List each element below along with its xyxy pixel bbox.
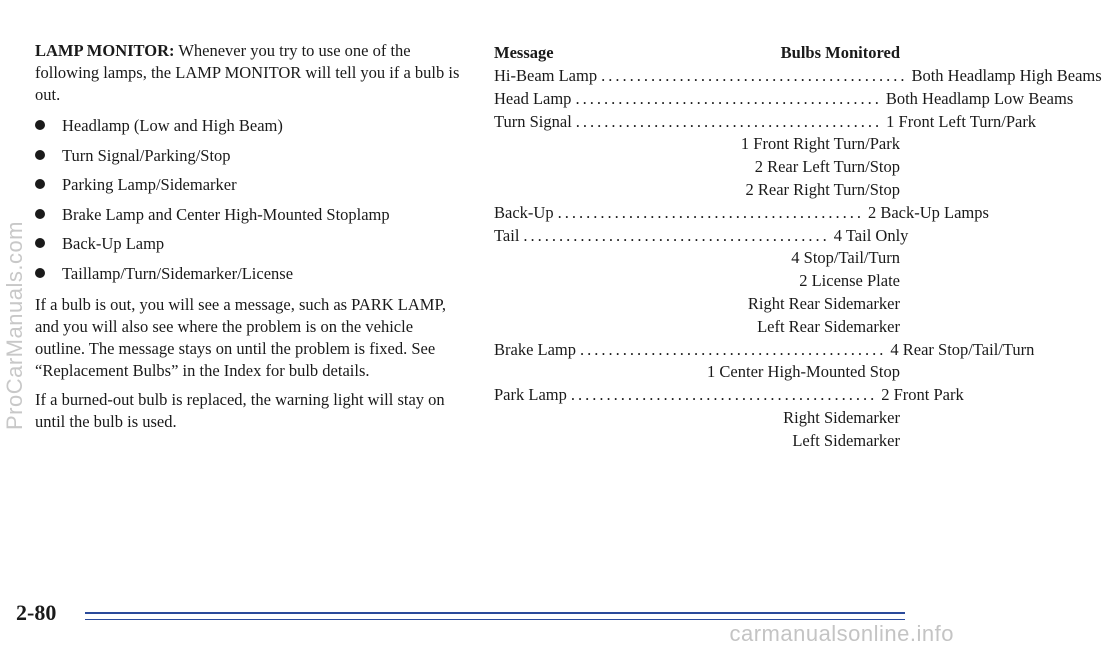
table-row bbox=[494, 225, 909, 248]
message-cell: Park Lamp bbox=[494, 385, 567, 405]
bulbs-continuation: 2 Rear Left Turn/Stop bbox=[754, 157, 900, 177]
intro-text: Whenever you try to use one of the following lamps, the LAMP MONITOR will tell you if a bulb is out. bbox=[35, 41, 460, 104]
bulbs-continuation: 1 Center High-Mounted Stop bbox=[707, 362, 900, 382]
burned-out-paragraph: If a burned-out bulb is replaced, the warning light will stay on until the bulb is used. bbox=[35, 390, 445, 431]
dot-leader: ........................................... bbox=[580, 339, 887, 359]
bottom-watermark: carmanualsonline.info bbox=[729, 621, 954, 646]
bulbs-continuation: 1 Front Right Turn/Park bbox=[740, 134, 900, 154]
bulbs-cell: 2 Front Park bbox=[881, 385, 964, 405]
footer-rule-thick bbox=[85, 612, 905, 614]
table-body bbox=[494, 65, 1102, 453]
bulbs-continuation: 2 Rear Right Turn/Stop bbox=[745, 179, 900, 199]
lamp-list-item bbox=[35, 204, 465, 234]
lamp-label: Parking Lamp/Sidemarker bbox=[62, 175, 237, 194]
header-bulbs-monitored: Bulbs Monitored bbox=[780, 43, 900, 62]
message-cell: Head Lamp bbox=[494, 88, 572, 108]
bulbs-continuation: Left Rear Sidemarker bbox=[757, 316, 900, 336]
bullet-icon bbox=[35, 238, 45, 248]
table-header bbox=[494, 42, 900, 65]
intro-heading: LAMP MONITOR: bbox=[35, 41, 175, 60]
side-watermark: ProCarManuals.com bbox=[2, 220, 27, 430]
message-cell: Tail bbox=[494, 225, 520, 245]
lamp-list-item bbox=[35, 115, 465, 145]
lamp-label: Headlamp (Low and High Beam) bbox=[62, 116, 283, 135]
table-row bbox=[494, 339, 1035, 362]
left-column bbox=[35, 40, 465, 433]
lamp-label: Taillamp/Turn/Sidemarker/License bbox=[62, 263, 294, 283]
table-row bbox=[494, 65, 1102, 88]
intro-paragraph bbox=[35, 40, 465, 106]
table-row bbox=[494, 384, 964, 407]
page-number: 2-80 bbox=[16, 600, 57, 625]
bulbs-cell: 2 Back-Up Lamps bbox=[867, 202, 989, 222]
lamp-list-item bbox=[35, 263, 465, 293]
message-cell: Hi-Beam Lamp bbox=[494, 66, 598, 85]
lamp-list-item bbox=[35, 174, 465, 204]
table-row bbox=[494, 111, 1037, 134]
bulbs-continuation: 2 License Plate bbox=[799, 271, 900, 291]
bulbs-cell: Both Headlamp Low Beams bbox=[885, 88, 1074, 108]
bulbs-cell: 4 Rear Stop/Tail/Turn bbox=[890, 339, 1035, 359]
table-row bbox=[494, 88, 1074, 111]
bullet-icon bbox=[35, 268, 45, 278]
lamp-label: Brake Lamp and Center High-Mounted Stoplamp bbox=[62, 204, 390, 224]
bulb-out-paragraph: If a bulb is out, you will see a message, such as PARK LAMP, and you will also see where the problem is on the vehicle outline. The message stays on until the problem is fixed. See “Replacement Bulbs” in the Index for bulb details. bbox=[35, 295, 446, 380]
message-cell: Turn Signal bbox=[494, 111, 572, 131]
dot-leader: ........................................... bbox=[557, 202, 864, 222]
message-cell: Back-Up bbox=[494, 202, 554, 222]
bulbs-cell: 4 Tail Only bbox=[833, 225, 909, 245]
bulbs-monitored-table bbox=[494, 42, 1102, 453]
dot-leader: ........................................... bbox=[601, 66, 908, 85]
bulbs-continuation: 4 Stop/Tail/Turn bbox=[791, 248, 900, 268]
bulbs-cell: Both Headlamp High Beams bbox=[911, 66, 1102, 85]
lamp-list-item bbox=[35, 233, 465, 263]
bulbs-continuation: Right Rear Sidemarker bbox=[747, 293, 900, 313]
lamp-label: Back-Up Lamp bbox=[62, 234, 165, 253]
message-cell: Brake Lamp bbox=[494, 339, 577, 359]
bullet-icon bbox=[35, 209, 45, 219]
dot-leader: ........................................... bbox=[570, 385, 878, 405]
bulbs-continuation: Right Sidemarker bbox=[783, 407, 900, 427]
dot-leader: ........................................... bbox=[575, 88, 882, 108]
footer-rule-thin bbox=[85, 619, 905, 620]
bullet-icon bbox=[35, 179, 45, 189]
lamp-list bbox=[35, 115, 465, 292]
table-row bbox=[494, 202, 989, 225]
dot-leader: ........................................... bbox=[523, 225, 830, 245]
header-message: Message bbox=[494, 43, 554, 62]
lamp-list-item bbox=[35, 145, 465, 175]
bullet-icon bbox=[35, 150, 45, 160]
lamp-label: Turn Signal/Parking/Stop bbox=[62, 145, 231, 165]
bullet-icon bbox=[35, 120, 45, 130]
dot-leader: ........................................... bbox=[575, 111, 883, 131]
bulbs-continuation: Left Sidemarker bbox=[792, 430, 900, 450]
bulbs-cell: 1 Front Left Turn/Park bbox=[886, 111, 1037, 131]
